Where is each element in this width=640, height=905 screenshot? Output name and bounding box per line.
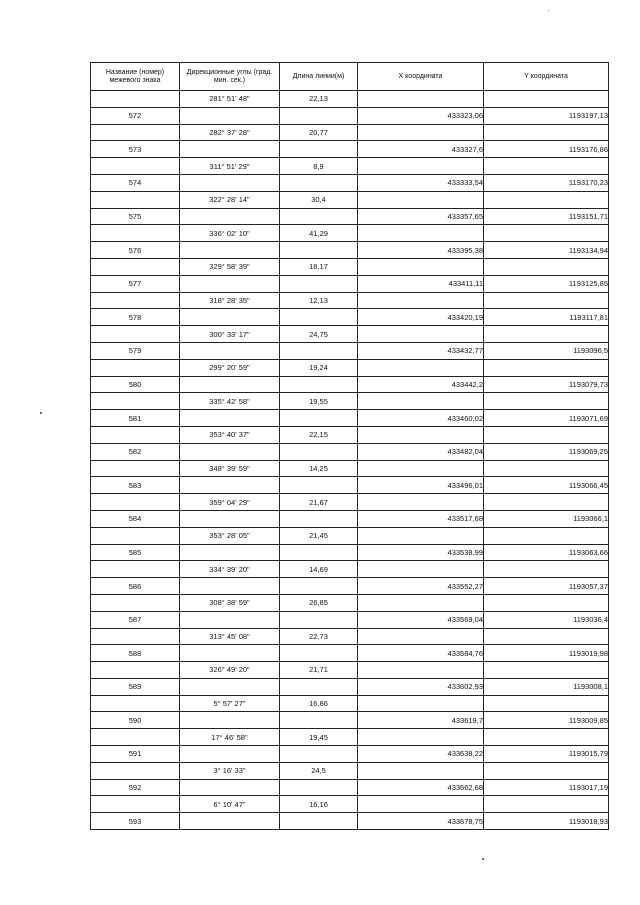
cell-x-coordinate: [358, 662, 484, 679]
cell-line-length: [280, 242, 358, 259]
cell-x-coordinate: [358, 393, 484, 410]
segment-row: [91, 460, 609, 477]
cell-x-coordinate: [358, 191, 484, 208]
scan-speck: [548, 10, 549, 11]
cell-x-coordinate: 433395,38: [358, 242, 484, 259]
cell-x-coordinate: [358, 695, 484, 712]
cell-y-coordinate: [484, 695, 609, 712]
cell-y-coordinate: [484, 662, 609, 679]
cell-x-coordinate: 433569,04: [358, 611, 484, 628]
cell-point-name: 585: [91, 544, 180, 561]
cell-direction-angle: [180, 544, 280, 561]
cell-y-coordinate: 1193079,73: [484, 376, 609, 393]
cell-point-name: 588: [91, 645, 180, 662]
cell-x-coordinate: [358, 527, 484, 544]
cell-x-coordinate: [358, 225, 484, 242]
cell-y-coordinate: 1193018,93: [484, 813, 609, 830]
cell-point-name: 574: [91, 174, 180, 191]
cell-x-coordinate: 433323,06: [358, 107, 484, 124]
cell-y-coordinate: [484, 426, 609, 443]
cell-direction-angle: [180, 342, 280, 359]
cell-line-length: [280, 678, 358, 695]
cell-direction-angle: [180, 510, 280, 527]
cell-line-length: [280, 141, 358, 158]
cell-line-length: [280, 813, 358, 830]
cell-direction-angle: 17° 46' 58": [180, 729, 280, 746]
cell-y-coordinate: 1193197,13: [484, 107, 609, 124]
scan-speck: [40, 412, 42, 414]
segment-row: [91, 561, 609, 578]
cell-y-coordinate: [484, 91, 609, 108]
cell-x-coordinate: 433678,75: [358, 813, 484, 830]
cell-line-length: [280, 342, 358, 359]
cell-line-length: [280, 275, 358, 292]
cell-y-coordinate: [484, 527, 609, 544]
cell-y-coordinate: [484, 225, 609, 242]
cell-y-coordinate: [484, 460, 609, 477]
cell-line-length: 21,71: [280, 662, 358, 679]
cell-x-coordinate: 433460,02: [358, 410, 484, 427]
cell-point-name: [91, 426, 180, 443]
cell-line-length: [280, 510, 358, 527]
cell-line-length: 14,69: [280, 561, 358, 578]
cell-x-coordinate: [358, 729, 484, 746]
cell-direction-angle: 313° 45' 08": [180, 628, 280, 645]
cell-direction-angle: 335° 42' 58": [180, 393, 280, 410]
cell-y-coordinate: [484, 762, 609, 779]
cell-point-name: 586: [91, 578, 180, 595]
cell-line-length: [280, 544, 358, 561]
cell-direction-angle: 348° 39' 59": [180, 460, 280, 477]
cell-x-coordinate: 433327,6: [358, 141, 484, 158]
cell-y-coordinate: 1193057,37: [484, 578, 609, 595]
point-row: [91, 242, 609, 259]
segment-row: [91, 393, 609, 410]
cell-y-coordinate: 1193134,94: [484, 242, 609, 259]
cell-point-name: 583: [91, 477, 180, 494]
cell-line-length: 30,4: [280, 191, 358, 208]
cell-direction-angle: 3° 16' 33": [180, 762, 280, 779]
segment-row: [91, 91, 609, 108]
cell-line-length: [280, 477, 358, 494]
point-row: [91, 578, 609, 595]
cell-x-coordinate: 433552,27: [358, 578, 484, 595]
cell-point-name: 589: [91, 678, 180, 695]
cell-point-name: [91, 628, 180, 645]
cell-line-length: 21,67: [280, 494, 358, 511]
cell-point-name: [91, 460, 180, 477]
segment-row: [91, 326, 609, 343]
point-row: [91, 275, 609, 292]
cell-x-coordinate: 433619,7: [358, 712, 484, 729]
cell-point-name: [91, 729, 180, 746]
cell-x-coordinate: [358, 292, 484, 309]
cell-direction-angle: [180, 779, 280, 796]
point-row: [91, 208, 609, 225]
cell-point-name: 587: [91, 611, 180, 628]
cell-direction-angle: [180, 208, 280, 225]
point-row: [91, 510, 609, 527]
cell-direction-angle: 329° 58' 39": [180, 258, 280, 275]
cell-line-length: 22,73: [280, 628, 358, 645]
cell-direction-angle: [180, 410, 280, 427]
cell-x-coordinate: 433496,01: [358, 477, 484, 494]
point-row: [91, 443, 609, 460]
point-row: [91, 141, 609, 158]
cell-point-name: [91, 191, 180, 208]
point-row: [91, 611, 609, 628]
point-row: [91, 678, 609, 695]
segment-row: [91, 158, 609, 175]
cell-point-name: [91, 124, 180, 141]
cell-line-length: 19,45: [280, 729, 358, 746]
cell-direction-angle: 334° 39' 20": [180, 561, 280, 578]
cell-line-length: [280, 309, 358, 326]
cell-point-name: [91, 494, 180, 511]
cell-x-coordinate: [358, 426, 484, 443]
cell-direction-angle: [180, 275, 280, 292]
point-row: [91, 174, 609, 191]
cell-line-length: [280, 611, 358, 628]
scan-speck: [482, 858, 484, 860]
cell-y-coordinate: 1193019,98: [484, 645, 609, 662]
cell-point-name: 580: [91, 376, 180, 393]
cell-line-length: 19,55: [280, 393, 358, 410]
point-row: [91, 477, 609, 494]
cell-point-name: [91, 662, 180, 679]
cell-y-coordinate: 1193096,5: [484, 342, 609, 359]
cell-y-coordinate: [484, 191, 609, 208]
cell-line-length: 41,29: [280, 225, 358, 242]
cell-y-coordinate: [484, 729, 609, 746]
segment-row: [91, 124, 609, 141]
cell-y-coordinate: [484, 292, 609, 309]
cell-line-length: 26,85: [280, 594, 358, 611]
cell-direction-angle: [180, 578, 280, 595]
cell-y-coordinate: [484, 628, 609, 645]
cell-point-name: 578: [91, 309, 180, 326]
cell-y-coordinate: 1193066,45: [484, 477, 609, 494]
cell-direction-angle: [180, 813, 280, 830]
cell-point-name: 573: [91, 141, 180, 158]
cell-point-name: 581: [91, 410, 180, 427]
cell-y-coordinate: [484, 594, 609, 611]
cell-y-coordinate: [484, 258, 609, 275]
cell-x-coordinate: 433517,68: [358, 510, 484, 527]
segment-row: [91, 628, 609, 645]
cell-point-name: [91, 393, 180, 410]
cell-point-name: [91, 225, 180, 242]
header-y: Y координата: [484, 63, 609, 91]
cell-direction-angle: 322° 28' 14": [180, 191, 280, 208]
segment-row: [91, 662, 609, 679]
cell-direction-angle: [180, 477, 280, 494]
segment-row: [91, 695, 609, 712]
cell-y-coordinate: 1193036,4: [484, 611, 609, 628]
cell-direction-angle: 353° 40' 37": [180, 426, 280, 443]
cell-y-coordinate: [484, 359, 609, 376]
cell-direction-angle: 6° 10' 47": [180, 796, 280, 813]
cell-point-name: [91, 796, 180, 813]
cell-y-coordinate: 1193063,66: [484, 544, 609, 561]
cell-x-coordinate: [358, 359, 484, 376]
cell-line-length: 8,9: [280, 158, 358, 175]
cell-direction-angle: [180, 678, 280, 695]
cell-x-coordinate: [358, 326, 484, 343]
point-row: [91, 309, 609, 326]
cell-line-length: 12,13: [280, 292, 358, 309]
segment-row: [91, 191, 609, 208]
cell-x-coordinate: 433333,54: [358, 174, 484, 191]
cell-line-length: [280, 443, 358, 460]
cell-x-coordinate: 433482,04: [358, 443, 484, 460]
cell-point-name: [91, 527, 180, 544]
cell-x-coordinate: [358, 494, 484, 511]
cell-y-coordinate: 1193009,85: [484, 712, 609, 729]
cell-point-name: 592: [91, 779, 180, 796]
table-header: [91, 63, 609, 91]
segment-row: [91, 527, 609, 544]
cell-point-name: [91, 762, 180, 779]
point-row: [91, 410, 609, 427]
cell-direction-angle: 318° 28' 35": [180, 292, 280, 309]
cell-line-length: 22,13: [280, 91, 358, 108]
point-row: [91, 746, 609, 763]
cell-line-length: 18,17: [280, 258, 358, 275]
cell-y-coordinate: 1193170,23: [484, 174, 609, 191]
point-row: [91, 107, 609, 124]
cell-direction-angle: 336° 02' 10": [180, 225, 280, 242]
point-row: [91, 813, 609, 830]
cell-y-coordinate: 1193008,1: [484, 678, 609, 695]
cell-direction-angle: [180, 174, 280, 191]
cell-y-coordinate: [484, 494, 609, 511]
cell-point-name: 582: [91, 443, 180, 460]
cell-direction-angle: 353° 28' 05": [180, 527, 280, 544]
cell-direction-angle: 281° 51' 48": [180, 91, 280, 108]
cell-line-length: 21,45: [280, 527, 358, 544]
cell-y-coordinate: [484, 326, 609, 343]
cell-direction-angle: 300° 33' 17": [180, 326, 280, 343]
cell-line-length: 16,86: [280, 695, 358, 712]
cell-point-name: 590: [91, 712, 180, 729]
cell-point-name: 584: [91, 510, 180, 527]
cell-direction-angle: [180, 376, 280, 393]
cell-line-length: 19,24: [280, 359, 358, 376]
segment-row: [91, 594, 609, 611]
cell-x-coordinate: [358, 762, 484, 779]
cell-x-coordinate: [358, 124, 484, 141]
cell-line-length: [280, 645, 358, 662]
cell-line-length: [280, 779, 358, 796]
cell-x-coordinate: 433638,22: [358, 746, 484, 763]
segment-row: [91, 426, 609, 443]
segment-row: [91, 225, 609, 242]
boundary-coordinates-table: [90, 62, 609, 830]
cell-point-name: [91, 561, 180, 578]
cell-line-length: [280, 410, 358, 427]
cell-y-coordinate: 1193151,71: [484, 208, 609, 225]
cell-point-name: [91, 594, 180, 611]
cell-direction-angle: [180, 141, 280, 158]
cell-line-length: 24,75: [280, 326, 358, 343]
point-row: [91, 712, 609, 729]
cell-y-coordinate: 1193017,19: [484, 779, 609, 796]
cell-y-coordinate: 1193069,25: [484, 443, 609, 460]
cell-x-coordinate: 433584,76: [358, 645, 484, 662]
cell-point-name: [91, 359, 180, 376]
cell-point-name: 591: [91, 746, 180, 763]
cell-line-length: 14,25: [280, 460, 358, 477]
cell-x-coordinate: 433357,65: [358, 208, 484, 225]
cell-point-name: 572: [91, 107, 180, 124]
segment-row: [91, 258, 609, 275]
header-length: Длина линии(м): [280, 63, 358, 91]
cell-y-coordinate: 1193015,79: [484, 746, 609, 763]
cell-direction-angle: [180, 611, 280, 628]
header-name: Название (номер) межевого знака: [91, 63, 180, 91]
cell-line-length: 20,77: [280, 124, 358, 141]
cell-x-coordinate: 433420,19: [358, 309, 484, 326]
cell-line-length: [280, 578, 358, 595]
cell-line-length: [280, 174, 358, 191]
cell-x-coordinate: [358, 594, 484, 611]
cell-y-coordinate: 1193117,81: [484, 309, 609, 326]
cell-direction-angle: 282° 37' 28": [180, 124, 280, 141]
cell-point-name: [91, 258, 180, 275]
header-angles: Дирекционные углы (град. мин. сек.): [180, 63, 280, 91]
cell-line-length: [280, 376, 358, 393]
cell-direction-angle: 5° 57' 27": [180, 695, 280, 712]
cell-x-coordinate: [358, 628, 484, 645]
segment-row: [91, 292, 609, 309]
cell-point-name: [91, 326, 180, 343]
cell-x-coordinate: [358, 796, 484, 813]
segment-row: [91, 359, 609, 376]
cell-y-coordinate: 1193066,1: [484, 510, 609, 527]
segment-row: [91, 762, 609, 779]
cell-point-name: 577: [91, 275, 180, 292]
cell-direction-angle: 359° 04' 29": [180, 494, 280, 511]
cell-point-name: 593: [91, 813, 180, 830]
cell-x-coordinate: [358, 561, 484, 578]
cell-line-length: 24,5: [280, 762, 358, 779]
cell-x-coordinate: [358, 158, 484, 175]
segment-row: [91, 796, 609, 813]
cell-direction-angle: [180, 107, 280, 124]
cell-point-name: [91, 292, 180, 309]
cell-line-length: [280, 107, 358, 124]
cell-point-name: 575: [91, 208, 180, 225]
cell-y-coordinate: [484, 158, 609, 175]
cell-x-coordinate: [358, 258, 484, 275]
cell-point-name: 576: [91, 242, 180, 259]
cell-line-length: [280, 712, 358, 729]
cell-line-length: 16,16: [280, 796, 358, 813]
cell-line-length: 22,15: [280, 426, 358, 443]
cell-x-coordinate: 433602,93: [358, 678, 484, 695]
cell-direction-angle: [180, 309, 280, 326]
cell-point-name: 579: [91, 342, 180, 359]
cell-x-coordinate: [358, 460, 484, 477]
cell-line-length: [280, 746, 358, 763]
cell-x-coordinate: 433662,68: [358, 779, 484, 796]
point-row: [91, 544, 609, 561]
cell-y-coordinate: 1193176,86: [484, 141, 609, 158]
cell-direction-angle: [180, 443, 280, 460]
cell-y-coordinate: [484, 393, 609, 410]
point-row: [91, 779, 609, 796]
cell-x-coordinate: 433432,77: [358, 342, 484, 359]
cell-x-coordinate: 433442,2: [358, 376, 484, 393]
header-x: X координата: [358, 63, 484, 91]
cell-y-coordinate: [484, 561, 609, 578]
cell-x-coordinate: [358, 91, 484, 108]
cell-y-coordinate: 1193071,69: [484, 410, 609, 427]
cell-direction-angle: [180, 712, 280, 729]
point-row: [91, 342, 609, 359]
cell-direction-angle: [180, 645, 280, 662]
point-row: [91, 376, 609, 393]
cell-direction-angle: 308° 38' 59": [180, 594, 280, 611]
point-row: [91, 645, 609, 662]
cell-direction-angle: [180, 746, 280, 763]
cell-y-coordinate: 1193125,85: [484, 275, 609, 292]
cell-direction-angle: 299° 20' 59": [180, 359, 280, 376]
cell-point-name: [91, 158, 180, 175]
cell-direction-angle: [180, 242, 280, 259]
segment-row: [91, 494, 609, 511]
cell-x-coordinate: 433411,11: [358, 275, 484, 292]
cell-y-coordinate: [484, 796, 609, 813]
cell-direction-angle: 326° 49' 20": [180, 662, 280, 679]
table-body: [91, 91, 609, 830]
cell-point-name: [91, 91, 180, 108]
cell-y-coordinate: [484, 124, 609, 141]
cell-line-length: [280, 208, 358, 225]
segment-row: [91, 729, 609, 746]
cell-direction-angle: 311° 51' 29": [180, 158, 280, 175]
cell-x-coordinate: 433538,99: [358, 544, 484, 561]
cell-point-name: [91, 695, 180, 712]
